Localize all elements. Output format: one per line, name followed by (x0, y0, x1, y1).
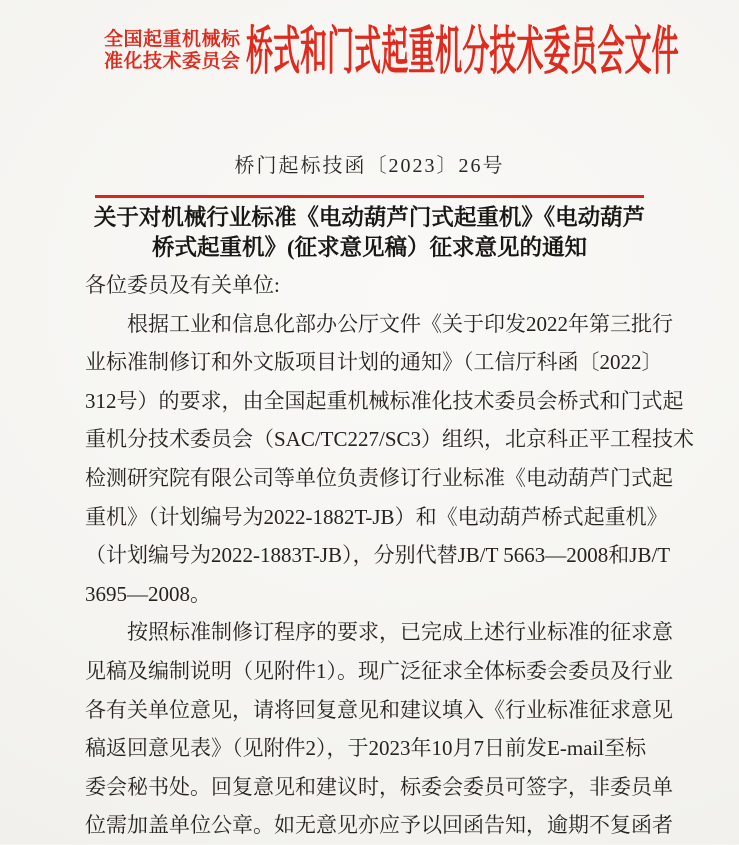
salutation: 各位委员及有关单位: (85, 273, 280, 297)
body-line: 重机分技术委员会（SAC/TC227/SC3）组织，北京科正平工程技术 (85, 427, 695, 452)
red-divider-line (95, 195, 644, 198)
document-number: 桥门起标技函〔2023〕26号 (234, 155, 505, 177)
letterhead-committee-name-line2: 准化技术委员会 (104, 51, 241, 72)
body-line: 各有关单位意见，请将回复意见和建议填入《行业标准征求意见 (85, 697, 673, 722)
document-body (85, 266, 695, 845)
letterhead-committee-name-line1: 全国起重机械标 (104, 29, 241, 50)
body-line: 稿返回意见表》（见附件2），于2023年10月7日前发E-mail至标 (85, 736, 647, 761)
document-title-line1: 关于对机械行业标准《电动葫芦门式起重机》《电动葫芦 (93, 205, 646, 230)
body-line: 重机》（计划编号为2022-1882T-JB）和《电动葫芦桥式起重机》 (85, 504, 668, 529)
body-line: 业标准制修订和外文版项目计划的通知》（工信厅科函〔2022〕 (85, 350, 663, 375)
body-line: （计划编号为2022-1883T-JB），分别代替JB/T 5663—2008和JB/T (85, 543, 671, 568)
document-title-line2: 桥式起重机》(征求意见稿）征求意见的通知 (152, 235, 587, 260)
document-title (0, 203, 739, 263)
body-line: 3695—2008。 (85, 581, 211, 606)
letterhead-subcommittee-title: 桥式和门式起重机分技术委员会文件 (246, 24, 679, 81)
body-line: 检测研究院有限公司等单位负责修订行业标准《电动葫芦门式起 (85, 465, 673, 490)
body-line: 委会秘书处。回复意见和建议时，标委会委员可签字，非委员单 (85, 774, 673, 799)
body-line: 按照标准制修订程序的要求，已完成上述行业标准的征求意 (127, 620, 673, 645)
body-line: 根据工业和信息化部办公厅文件《关于印发2022年第三批行 (127, 311, 673, 336)
body-line: 见稿及编制说明（见附件1）。现广泛征求全体标委会委员及行业 (85, 658, 673, 683)
letterhead-committee-name (104, 29, 241, 73)
body-line: 312号）的要求，由全国起重机械标准化技术委员会桥式和门式起 (85, 388, 684, 413)
body-line: 位需加盖单位公章。如无意见亦应予以回函告知，逾期不复函者 (85, 813, 673, 838)
